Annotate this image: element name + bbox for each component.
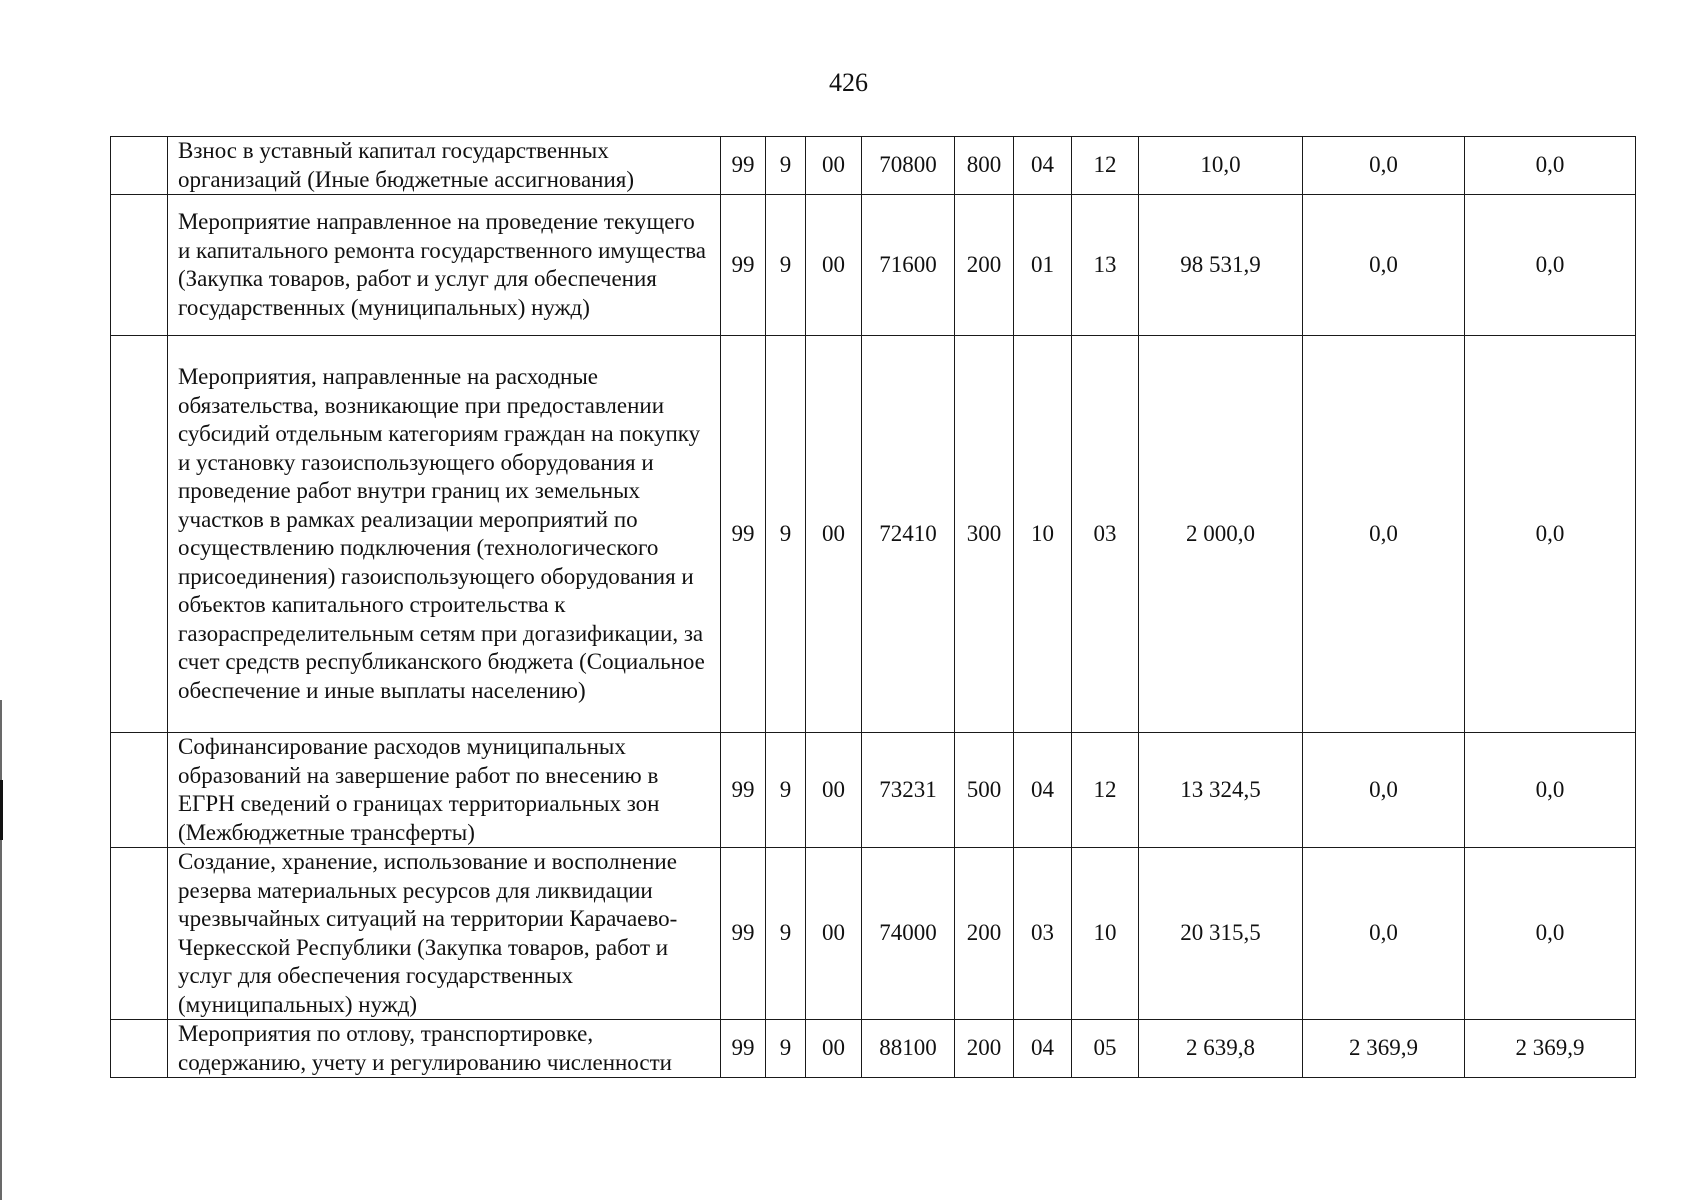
code-cell-5: 200 <box>955 195 1014 336</box>
code-cell-7: 10 <box>1072 848 1139 1020</box>
code-cell-6: 10 <box>1014 336 1072 733</box>
code-cell-3: 00 <box>806 336 862 733</box>
table-row <box>111 195 1636 336</box>
code-cell-2: 9 <box>766 137 806 195</box>
code-cell-7: 03 <box>1072 336 1139 733</box>
code-cell-6: 03 <box>1014 848 1072 1020</box>
description-cell: Мероприятия, направленные на расходные обязательства, возникающие при предоставлении субсидий отдельным категориям граждан на покупку и установку газоиспользующего оборудования и проведение работ внутри границ их земельных участков в рамках реализации мероприятий по осуществлению подключения (технологического присоединения) газоиспользующего оборудования и объектов капитального строительства к газораспределительным сетям при догазификации, за счет средств республиканского бюджета (Социальное обеспечение и иные выплаты населению) <box>168 336 721 733</box>
code-cell-2: 9 <box>766 195 806 336</box>
code-cell-6: 04 <box>1014 733 1072 848</box>
code-cell-5: 500 <box>955 733 1014 848</box>
code-cell-5: 200 <box>955 1020 1014 1078</box>
code-cell-7: 12 <box>1072 137 1139 195</box>
code-cell-6: 04 <box>1014 137 1072 195</box>
code-cell-4: 70800 <box>862 137 955 195</box>
value-cell-2: 0,0 <box>1303 733 1465 848</box>
code-cell-3: 00 <box>806 137 862 195</box>
code-cell-2: 9 <box>766 848 806 1020</box>
table-row <box>111 733 1636 848</box>
value-cell-1: 13 324,5 <box>1139 733 1303 848</box>
code-cell-7: 13 <box>1072 195 1139 336</box>
value-cell-1: 98 531,9 <box>1139 195 1303 336</box>
code-cell-4: 72410 <box>862 336 955 733</box>
code-cell-2: 9 <box>766 336 806 733</box>
value-cell-3: 2 369,9 <box>1465 1020 1636 1078</box>
value-cell-1: 10,0 <box>1139 137 1303 195</box>
value-cell-2: 0,0 <box>1303 336 1465 733</box>
value-cell-3: 0,0 <box>1465 336 1636 733</box>
empty-number-cell <box>111 733 168 848</box>
value-cell-2: 2 369,9 <box>1303 1020 1465 1078</box>
value-cell-3: 0,0 <box>1465 848 1636 1020</box>
code-cell-7: 12 <box>1072 733 1139 848</box>
code-cell-4: 71600 <box>862 195 955 336</box>
code-cell-4: 88100 <box>862 1020 955 1078</box>
code-cell-6: 04 <box>1014 1020 1072 1078</box>
code-cell-3: 00 <box>806 195 862 336</box>
empty-number-cell <box>111 336 168 733</box>
value-cell-2: 0,0 <box>1303 137 1465 195</box>
value-cell-1: 2 639,8 <box>1139 1020 1303 1078</box>
table-row <box>111 1020 1636 1078</box>
empty-number-cell <box>111 195 168 336</box>
description-cell: Софинансирование расходов муниципальных образований на завершение работ по внесению в ЕГРН сведений о границах территориальных зон (Межбюджетные трансферты) <box>168 733 721 848</box>
empty-number-cell <box>111 1020 168 1078</box>
code-cell-7: 05 <box>1072 1020 1139 1078</box>
code-cell-1: 99 <box>721 733 766 848</box>
scan-edge-line <box>0 700 2 1200</box>
code-cell-5: 800 <box>955 137 1014 195</box>
code-cell-1: 99 <box>721 195 766 336</box>
code-cell-3: 00 <box>806 733 862 848</box>
code-cell-5: 300 <box>955 336 1014 733</box>
code-cell-3: 00 <box>806 848 862 1020</box>
value-cell-2: 0,0 <box>1303 848 1465 1020</box>
code-cell-4: 73231 <box>862 733 955 848</box>
value-cell-1: 20 315,5 <box>1139 848 1303 1020</box>
code-cell-1: 99 <box>721 137 766 195</box>
code-cell-6: 01 <box>1014 195 1072 336</box>
empty-number-cell <box>111 137 168 195</box>
code-cell-2: 9 <box>766 1020 806 1078</box>
code-cell-1: 99 <box>721 848 766 1020</box>
table-row <box>111 848 1636 1020</box>
code-cell-1: 99 <box>721 1020 766 1078</box>
code-cell-3: 00 <box>806 1020 862 1078</box>
value-cell-3: 0,0 <box>1465 137 1636 195</box>
code-cell-5: 200 <box>955 848 1014 1020</box>
page-number: 426 <box>829 68 868 97</box>
value-cell-3: 0,0 <box>1465 195 1636 336</box>
empty-number-cell <box>111 848 168 1020</box>
code-cell-1: 99 <box>721 336 766 733</box>
table-row <box>111 137 1636 195</box>
code-cell-4: 74000 <box>862 848 955 1020</box>
budget-table <box>110 136 1636 1078</box>
code-cell-2: 9 <box>766 733 806 848</box>
description-cell: Взнос в уставный капитал государственных организаций (Иные бюджетные ассигнования) <box>168 137 721 195</box>
description-cell: Создание, хранение, использование и восполнение резерва материальных ресурсов для ликвидации чрезвычайных ситуаций на территории Карачаево-Черкесской Республики (Закупка товаров, работ и услуг для обеспечения государственных (муниципальных) нужд) <box>168 848 721 1020</box>
description-cell: Мероприятие направленное на проведение текущего и капитального ремонта государственного имущества (Закупка товаров, работ и услуг для обеспечения государственных (муниципальных) нужд) <box>168 195 721 336</box>
scan-edge-mark <box>0 780 3 840</box>
description-cell: Мероприятия по отлову, транспортировке, содержанию, учету и регулированию численности <box>168 1020 721 1078</box>
table-row <box>111 336 1636 733</box>
value-cell-3: 0,0 <box>1465 733 1636 848</box>
value-cell-2: 0,0 <box>1303 195 1465 336</box>
value-cell-1: 2 000,0 <box>1139 336 1303 733</box>
